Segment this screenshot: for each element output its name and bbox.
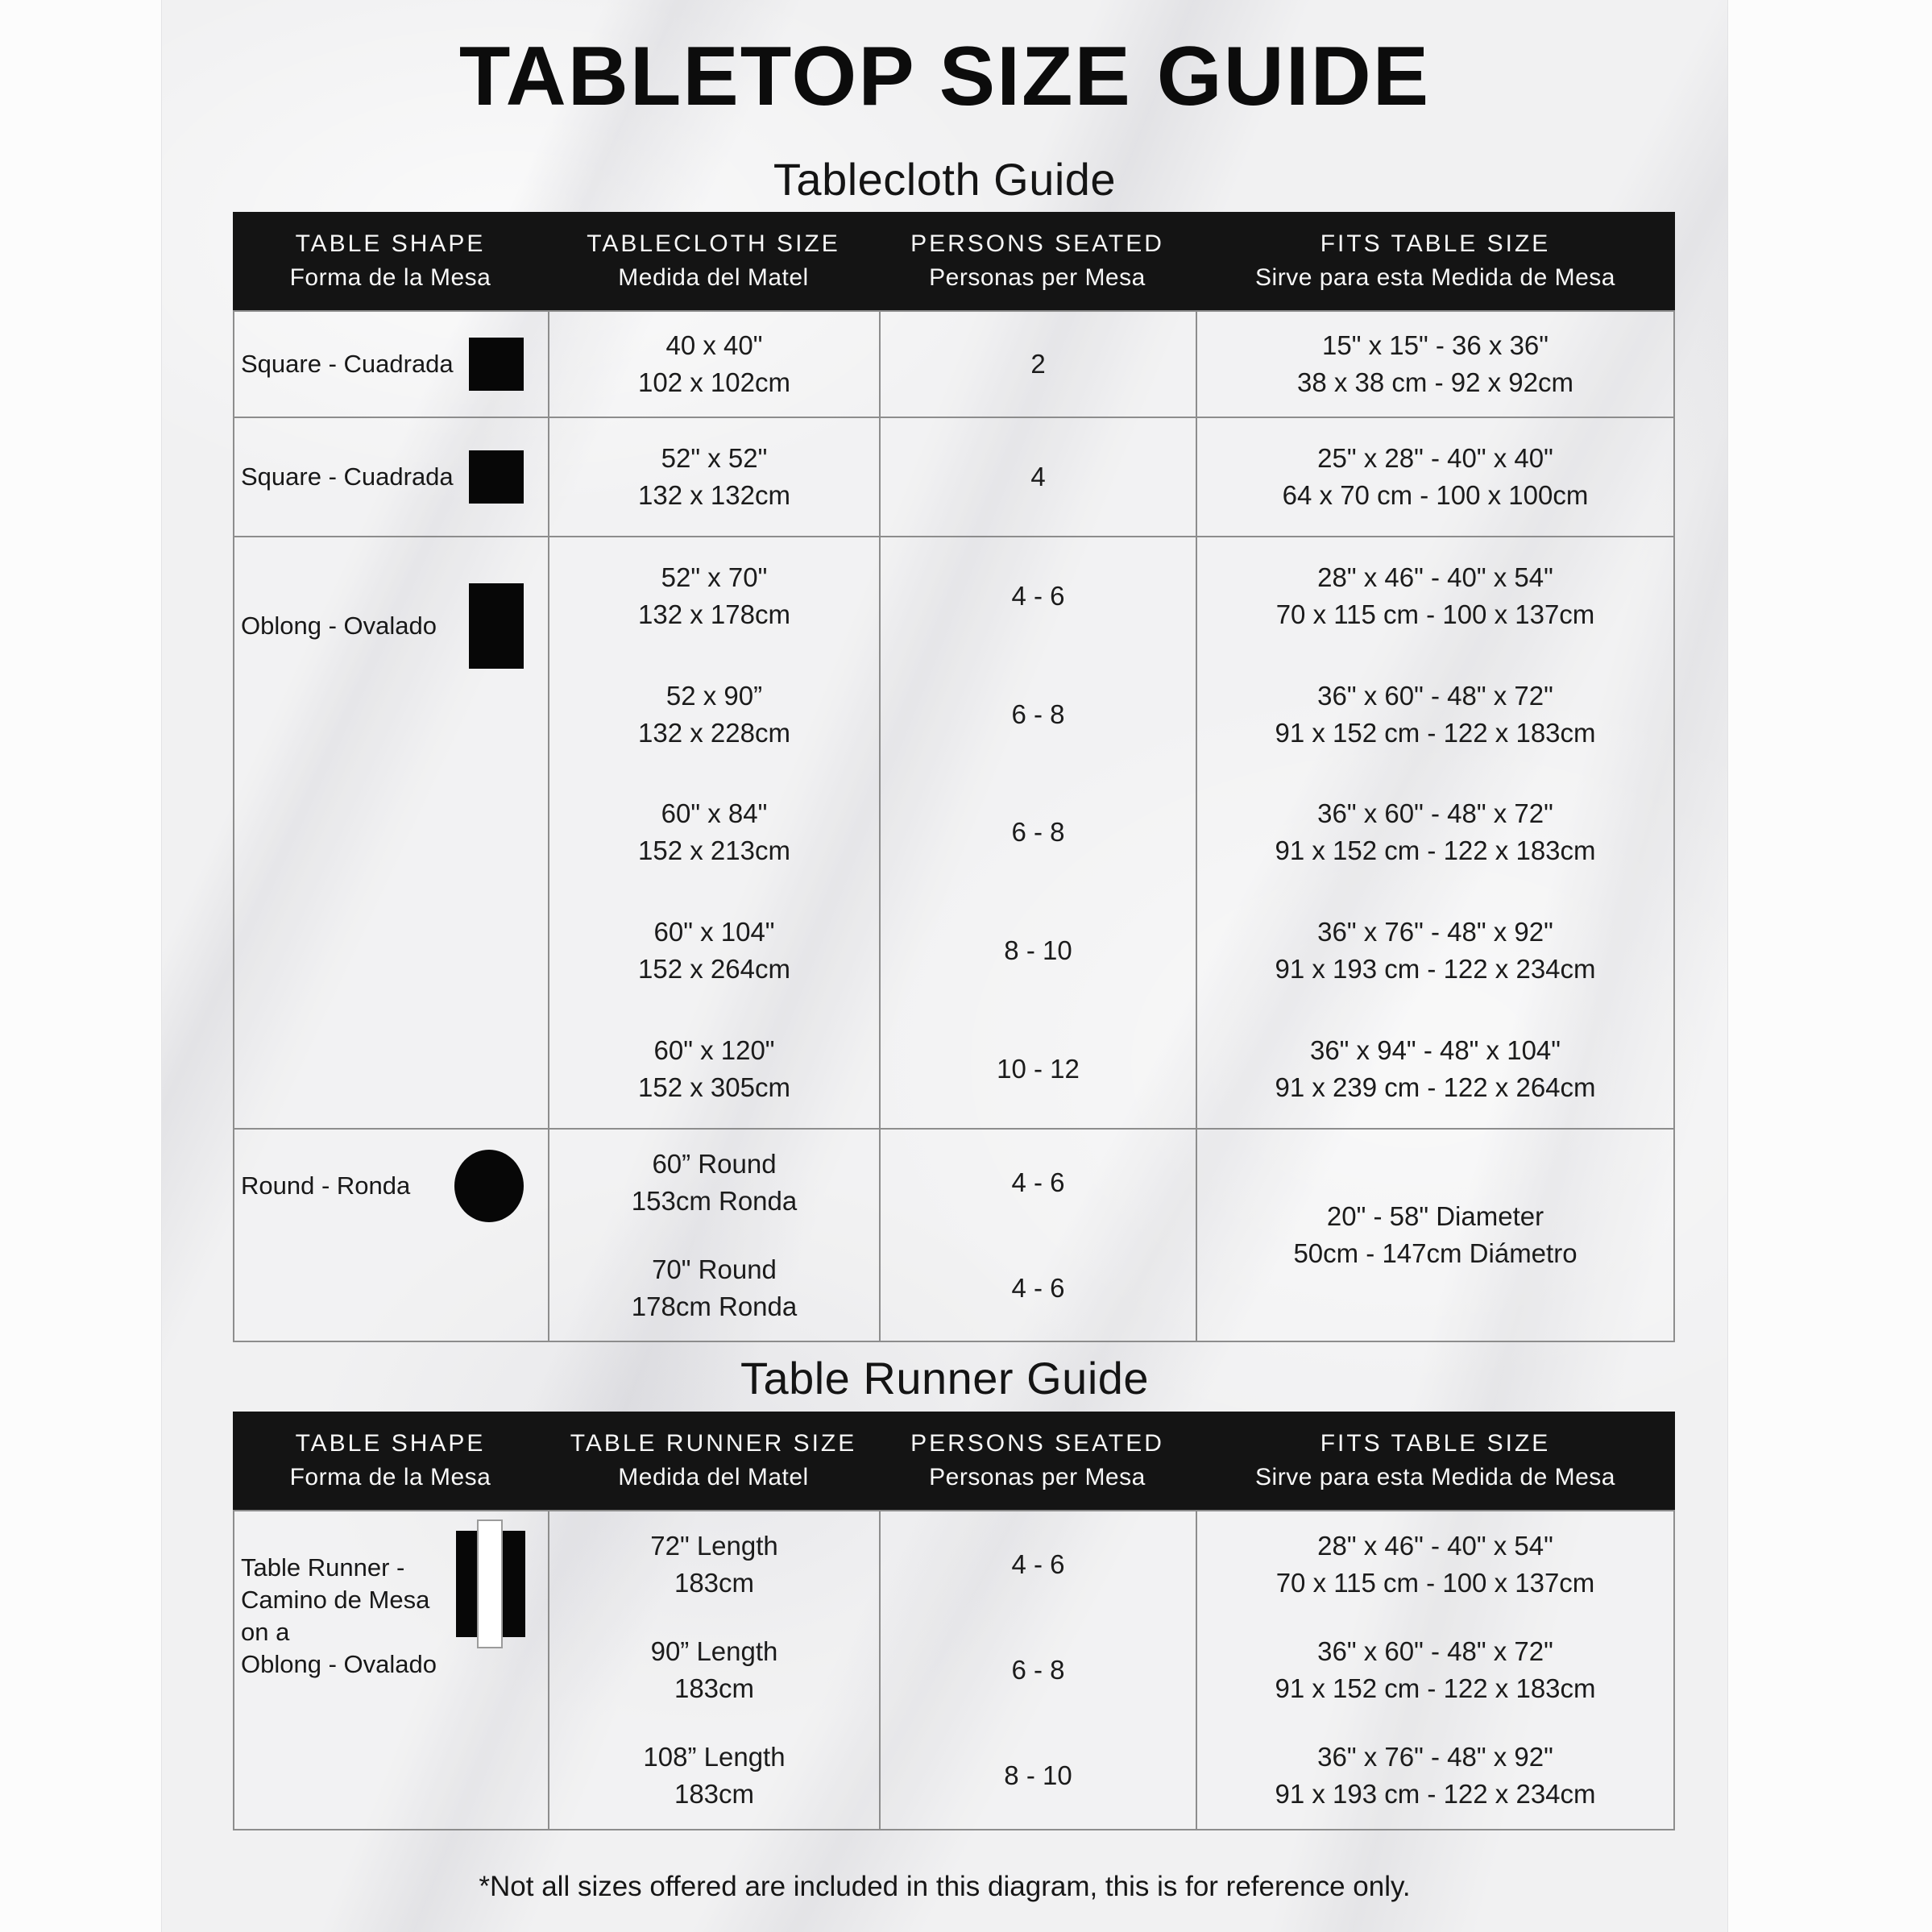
table-row — [234, 310, 1673, 417]
size-cell: 52" x 52" 132 x 132cm — [548, 418, 879, 536]
persons-cell: 4 - 6 4 - 6 — [879, 1130, 1196, 1341]
header-fits-table-size: FITS TABLE SIZE Sirve para esta Medida de Mesa — [1255, 230, 1615, 291]
fits-cell: 25" x 28" - 40" x 40" 64 x 70 cm - 100 x 100cm — [1196, 418, 1673, 536]
shape-label: Round - Ronda — [241, 1171, 411, 1200]
runner-table-header — [233, 1412, 1675, 1510]
size-cell: 52" x 70" 132 x 178cm 52 x 90” 132 x 228cm 60" x 84" 152 x 213cm 60" x 104" 152 x 264cm 60" x 120" 152 x 305cm — [548, 537, 879, 1128]
table-runner-guide-heading: Table Runner Guide — [740, 1353, 1150, 1403]
shape-cell-square — [234, 418, 548, 536]
header-persons-seated: PERSONS SEATED Personas per Mesa — [910, 230, 1164, 291]
size-cell: 60” Round 153cm Ronda 70" Round 178cm Ronda — [548, 1130, 879, 1341]
size-cell: 72" Length 183cm 90” Length 183cm 108” Length 183cm — [548, 1511, 879, 1829]
table-row — [234, 1128, 1673, 1341]
table-row — [234, 1510, 1673, 1829]
shape-label: Square - Cuadrada — [241, 462, 454, 491]
footnote: *Not all sizes offered are included in this diagram, this is for reference only. — [479, 1871, 1411, 1902]
persons-cell: 4 — [879, 418, 1196, 536]
size-cell: 40 x 40" 102 x 102cm — [548, 312, 879, 417]
oblong-icon — [469, 583, 524, 669]
shape-label: Table Runner - Camino de Mesa on a Oblong - Ovalado — [241, 1553, 437, 1678]
tablecloth-table-body — [233, 310, 1675, 1342]
table-row — [234, 417, 1673, 536]
fits-cell: 28" x 46" - 40" x 54" 70 x 115 cm - 100 x 137cm 36" x 60" - 48" x 72" 91 x 152 cm - 122 x 183cm 36" x 60" - 48" x 72" 91 x 152 cm - 122 x 183cm 36" x 76" - 48" x 92" 91 x 193 cm - 122 x 234cm 36" x 94" - 48" x 104" 91 x 239 cm - 122 x 264cm — [1196, 537, 1673, 1128]
header-tablecloth-size: TABLECLOTH SIZE Medida del Matel — [587, 230, 840, 291]
page-title: TABLETOP SIZE GUIDE — [458, 30, 1431, 123]
shape-cell-round — [234, 1130, 548, 1341]
shape-label: Oblong - Ovalado — [241, 612, 437, 640]
marble-page — [161, 0, 1728, 1932]
table-row — [234, 536, 1673, 1128]
runner-table-body — [233, 1510, 1675, 1830]
table-runner-icon — [456, 1519, 525, 1648]
header-table-shape: TABLE SHAPE Forma de la Mesa — [289, 230, 491, 291]
persons-cell: 4 - 6 6 - 8 6 - 8 8 - 10 10 - 12 — [879, 537, 1196, 1128]
fits-cell: 20" - 58" Diameter 50cm - 147cm Diámetro — [1196, 1130, 1673, 1341]
round-icon — [454, 1150, 524, 1222]
tablecloth-guide-table — [233, 212, 1675, 1342]
shape-label: Square - Cuadrada — [241, 350, 454, 378]
fits-cell: 15" x 15" - 36 x 36" 38 x 38 cm - 92 x 92cm — [1196, 312, 1673, 417]
shape-cell-oblong — [234, 537, 548, 1128]
header-table-runner-size: TABLE RUNNER SIZE Medida del Matel — [570, 1430, 857, 1490]
shape-cell-table-runner — [234, 1511, 548, 1829]
persons-cell: 2 — [879, 312, 1196, 417]
table-runner-guide-table — [233, 1412, 1675, 1830]
fits-cell: 28" x 46" - 40" x 54" 70 x 115 cm - 100 x 137cm 36" x 60" - 48" x 72" 91 x 152 cm - 122 x 183cm 36" x 76" - 48" x 92" 91 x 193 cm - 122 x 234cm — [1196, 1511, 1673, 1829]
tablecloth-table-header — [233, 212, 1675, 310]
square-icon — [469, 338, 524, 391]
header-fits-table-size: FITS TABLE SIZE Sirve para esta Medida de Mesa — [1255, 1430, 1615, 1490]
shape-cell-square-small — [234, 312, 548, 417]
header-persons-seated: PERSONS SEATED Personas per Mesa — [910, 1430, 1164, 1490]
header-table-shape: TABLE SHAPE Forma de la Mesa — [289, 1430, 491, 1490]
square-icon — [469, 450, 524, 504]
persons-cell: 4 - 6 6 - 8 8 - 10 — [879, 1511, 1196, 1829]
tablecloth-guide-heading: Tablecloth Guide — [773, 154, 1117, 205]
